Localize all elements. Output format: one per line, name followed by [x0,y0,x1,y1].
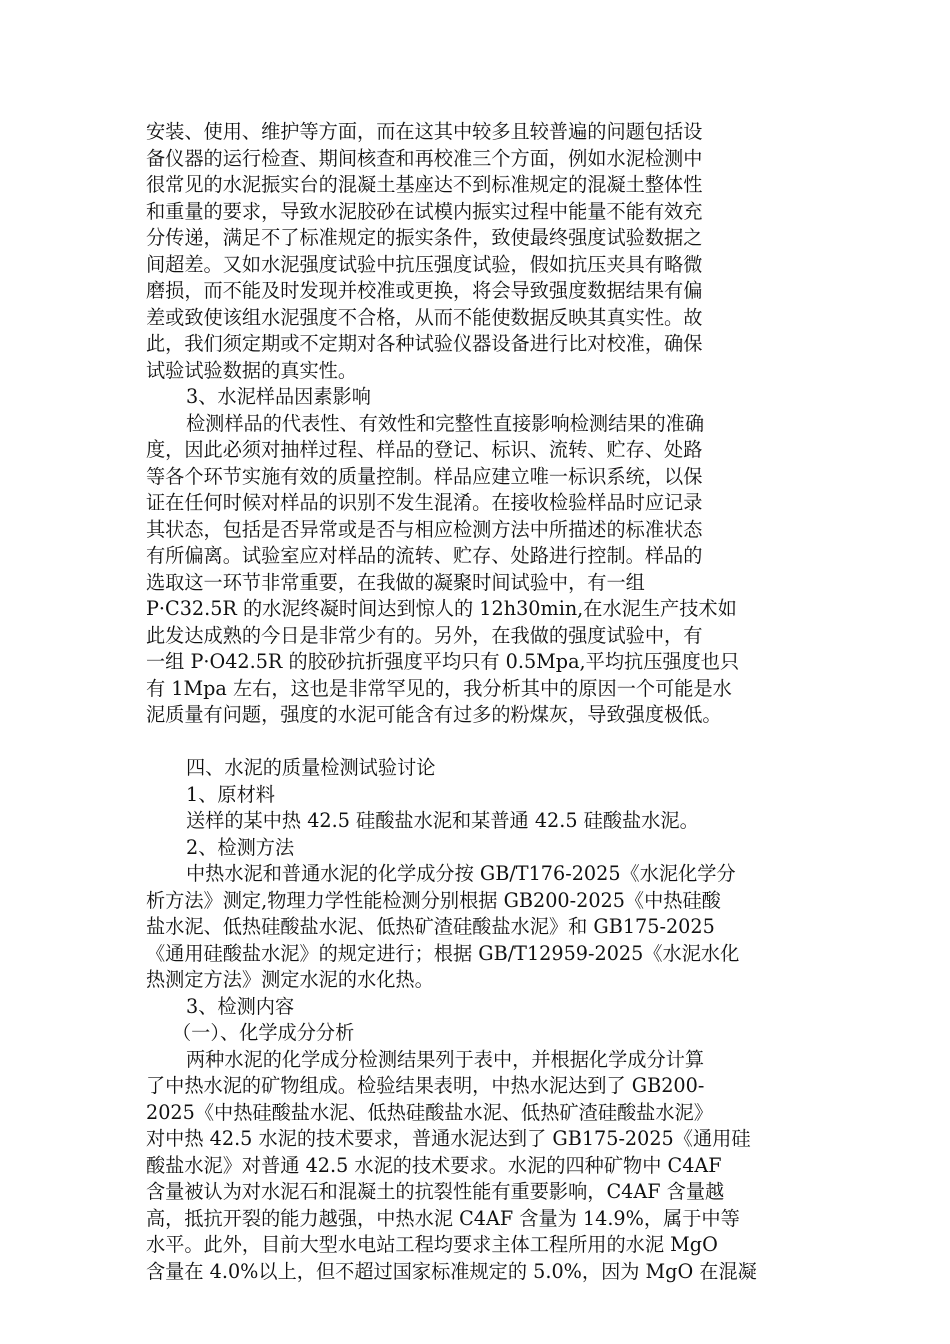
text-line: 此发达成熟的今日是非常少有的。另外，在我做的强度试验中，有 [146,623,703,647]
text-line: 度，因此必须对抽样过程、样品的登记、标识、流转、贮存、处路 [146,438,703,461]
text-line: 含量在 4.0%以上，但不超过国家标准规定的 5.0%，因为 MgO 在混凝 [146,1259,757,1283]
text-line: 两种水泥的化学成分检测结果列于表中，并根据化学成分计算 [186,1047,705,1071]
text-line: 安装、使用、维护等方面，而在这其中较多且较普遍的问题包括设 [146,120,703,143]
text-line: 有 1Mpa 左右，这也是非常罕见的，我分析其中的原因一个可能是水 [146,676,732,700]
subsection-heading: 3、检测内容 [186,994,295,1018]
text-line: 选取这一环节非常重要，在我做的凝聚时间试验中，有一组 [146,570,645,594]
section-heading: 四、水泥的质量检测试验讨论 [186,756,436,779]
text-line: 泥质量有问题，强度的水泥可能含有过多的粉煤灰，导致强度极低。 [146,703,722,726]
text-line: 磨损，而不能及时发现并校准或更换，将会导致强度数据结果有偏 [146,279,703,302]
text-line: 试验试验数据的真实性。 [146,358,358,382]
subsection-heading: （一）、化学成分分析 [172,1021,355,1044]
subsection-heading: 2、检测方法 [186,835,295,859]
text-line: 水平。此外，目前大型水电站工程均要求主体工程所用的水泥 MgO [146,1233,718,1256]
text-line: 有所偏离。试验室应对样品的流转、贮存、处路进行控制。样品的 [146,544,703,567]
text-line: 很常见的水泥振实台的混凝土基座达不到标准规定的混凝土整体性 [146,173,703,196]
text-line: 差或致使该组水泥强度不合格，从而不能使数据反映其真实性。故 [146,305,703,329]
text-line: 2025《中热硅酸盐水泥、低热硅酸盐水泥、低热矿渣硅酸盐水泥》 [146,1100,713,1124]
text-line: P·C32.5R 的水泥终凝时间达到惊人的 12h30min,在水泥生产技术如 [146,597,737,620]
text-line: 间超差。又如水泥强度试验中抗压强度试验，假如抗压夹具有略微 [146,252,703,276]
text-line: 其状态，包括是否异常或是否与相应检测方法中所描述的标准状态 [146,517,703,541]
text-line: 盐水泥、低热硅酸盐水泥、低热矿渣硅酸盐水泥》和 GB175-2025 [146,915,715,938]
text-line: 高，抵抗开裂的能力越强，中热水泥 C4AF 含量为 14.9%，属于中等 [146,1206,740,1230]
text-line: 含量被认为对水泥石和混凝土的抗裂性能有重要影响，C4AF 含量越 [146,1180,725,1203]
paragraph-gap [146,729,806,756]
text-line: 了中热水泥的矿物组成。检验结果表明，中热水泥达到了 GB200- [146,1074,705,1097]
text-line: 等各个环节实施有效的质量控制。样品应建立唯一标识系统，以保 [146,464,703,488]
text-line: 一组 P·O42.5R 的胶砂抗折强度平均只有 0.5Mpa,平均抗压强度也只 [146,650,740,673]
text-line: 送样的某中热 42.5 硅酸盐水泥和某普通 42.5 硅酸盐水泥。 [186,809,699,832]
text-line: 证在任何时候对样品的识别不发生混淆。在接收检验样品时应记录 [146,491,703,514]
text-line: 中热水泥和普通水泥的化学成分按 GB/T176-2025《水泥化学分 [186,862,736,885]
text-line: 热测定方法》测定水泥的水化热。 [146,968,434,991]
text-line: 此，我们须定期或不定期对各种试验仪器设备进行比对校准，确保 [146,332,703,355]
text-line: 对中热 42.5 水泥的技术要求，普通水泥达到了 GB175-2025《通用硅 [146,1127,751,1150]
text-line: 析方法》测定,物理力学性能检测分别根据 GB200-2025《中热硅酸 [146,888,721,912]
text-line: 备仪器的运行检查、期间核查和再校准三个方面，例如水泥检测中 [146,146,703,170]
text-line: 检测样品的代表性、有效性和完整性直接影响检测结果的准确 [186,411,705,435]
text-line: 和重量的要求，导致水泥胶砂在试模内振实过程中能量不能有效充 [146,199,703,223]
subsection-heading: 1、原材料 [186,782,275,806]
text-line: 《通用硅酸盐水泥》的规定进行；根据 GB/T12959-2025《水泥水化 [146,941,740,965]
section-heading: 3、水泥样品因素影响 [186,385,371,408]
text-line: 酸盐水泥》对普通 42.5 水泥的技术要求。水泥的四种矿物中 C4AF [146,1153,722,1177]
text-line: 分传递，满足不了标准规定的振实条件，致使最终强度试验数据之 [146,226,703,249]
document-body [146,119,806,1285]
